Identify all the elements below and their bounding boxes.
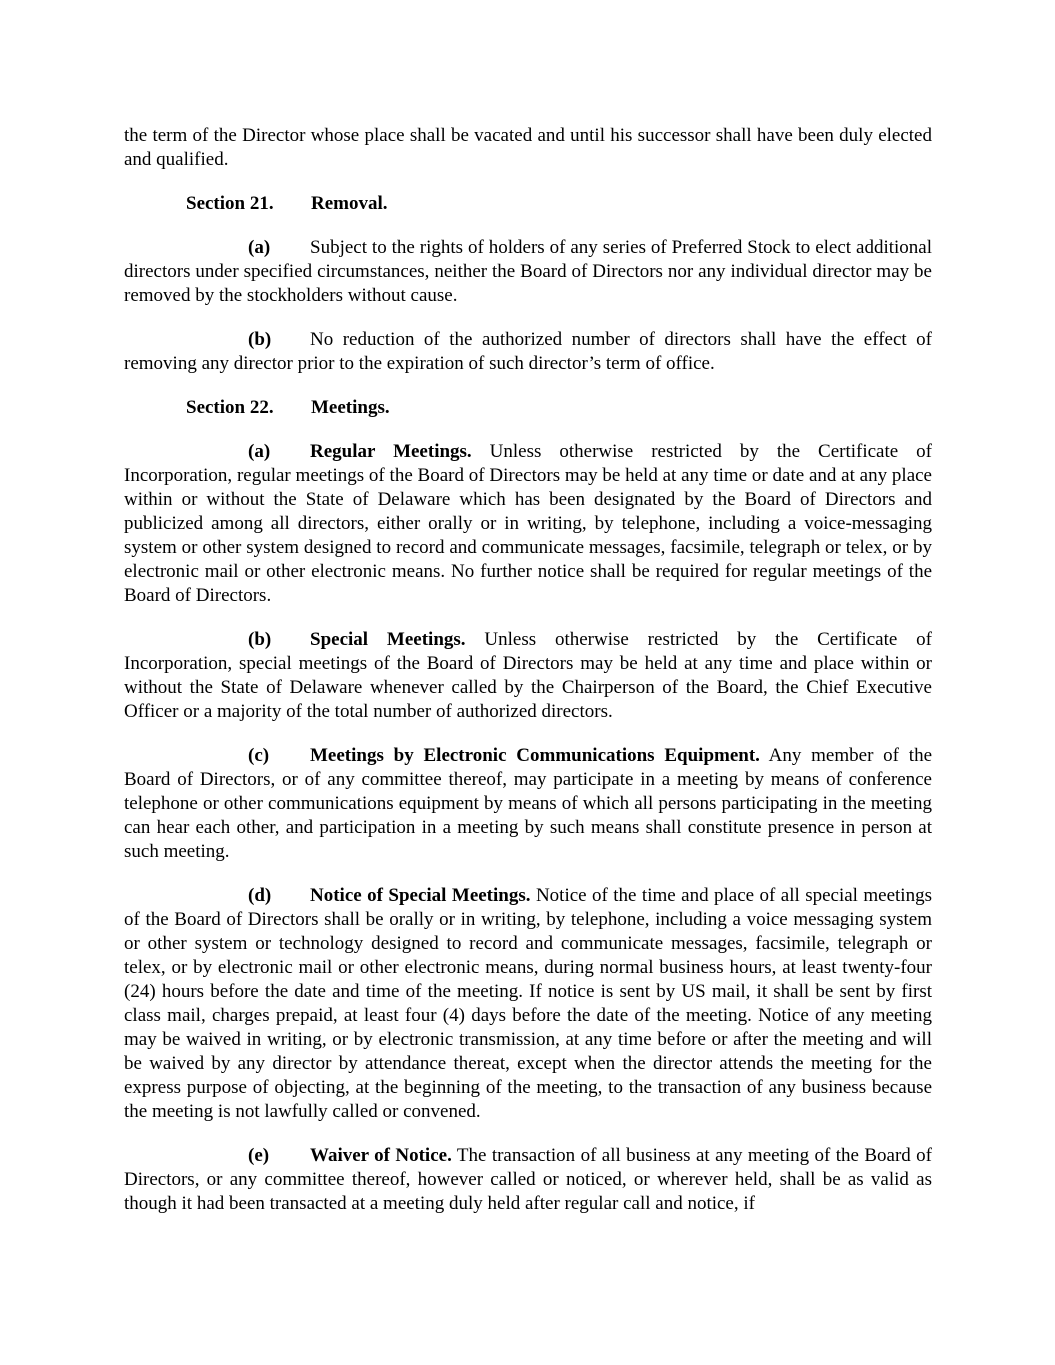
section-22-paragraph-a bbox=[124, 440, 932, 608]
section-22-title: Meetings. bbox=[311, 397, 390, 418]
section-21-paragraph-a bbox=[124, 236, 932, 308]
section-22-heading bbox=[186, 396, 932, 420]
paragraph-text: Notice of the time and place of all special meetings of the Board of Directors shall be orally or in writing, by telephone, including a voice messaging system or other system or technology designed to record and communicate messages, facsimile, telegraph or telex, or by electronic mail or other electronic means, during normal business hours, at least twenty-four (24) hours before the date and time of the meeting. If notice is sent by US mail, it shall be sent by first class mail, charges prepaid, at least four (4) days before the date of the meeting. Notice of any meeting may be waived in writing, or by electronic transmission, at any time before or after the meeting and will be waived by any director by attendance thereat, except when the director attends the meeting for the express purpose of objecting, at the beginning of the meeting, to the transaction of any business because the meeting is not lawfully called or convened. bbox=[124, 885, 932, 1122]
section-21-paragraph-b bbox=[124, 328, 932, 376]
paragraph-title: Meetings by Electronic Communications Equipment. bbox=[310, 745, 760, 766]
section-21-title: Removal. bbox=[311, 193, 388, 214]
paragraph-label: (d) bbox=[248, 885, 272, 906]
paragraph-text: No reduction of the authorized number of directors shall have the effect of removing any director prior to the expiration of such director’s term of office. bbox=[124, 329, 932, 374]
paragraph-label: (b) bbox=[248, 329, 272, 350]
paragraph-title: Waiver of Notice. bbox=[310, 1145, 452, 1166]
section-22-paragraph-d bbox=[124, 884, 932, 1124]
paragraph-label: (a) bbox=[248, 237, 271, 258]
paragraph-title: Notice of Special Meetings. bbox=[310, 885, 531, 906]
paragraph-text: Any member of the Board of Directors, or of any committee thereof, may participate in a meeting by means of conference telephone or other communications equipment by means of which all persons participating in the meeting can hear each other, and participation in a meeting by such means shall constitute presence in person at such meeting. bbox=[124, 745, 933, 862]
paragraph-text: Unless otherwise restricted by the Certificate of Incorporation, special meetings of the Board of Directors may be held at any time and place within or without the State of Delaware whenever called by the Chairperson of the Board, the Chief Executive Officer or a majority of the total number of authorized directors. bbox=[124, 629, 932, 722]
document-page bbox=[124, 124, 932, 1236]
paragraph-label: (b) bbox=[248, 629, 272, 650]
paragraph-label: (c) bbox=[248, 745, 270, 766]
section-21-heading bbox=[186, 192, 932, 216]
section-22-paragraph-b bbox=[124, 628, 932, 724]
section-22-paragraph-c bbox=[124, 744, 932, 864]
paragraph-title: Regular Meetings. bbox=[310, 441, 472, 462]
paragraph-text: Unless otherwise restricted by the Certificate of Incorporation, regular meetings of the Board of Directors may be held at any time or date and at any place within or without the State of Delaware which has been designated by the Board of Directors and publicized among all directors, either orally or in writing, by telephone, including a voice-messaging system or other system designed to record and communicate messages, facsimile, telegraph or telex, or by electronic mail or other electronic means. No further notice shall be required for regular meetings of the Board of Directors. bbox=[124, 441, 932, 606]
paragraph-title: Special Meetings. bbox=[310, 629, 466, 650]
section-22-number: Section 22. bbox=[186, 397, 274, 418]
paragraph-label: (a) bbox=[248, 441, 271, 462]
section-21-number: Section 21. bbox=[186, 193, 274, 214]
paragraph-label: (e) bbox=[248, 1145, 270, 1166]
section-22-paragraph-e bbox=[124, 1144, 932, 1216]
intro-paragraph: the term of the Director whose place shall be vacated and until his successor shall have been duly elected and qualified. bbox=[124, 125, 932, 170]
paragraph-text: The transaction of all business at any meeting of the Board of Directors, or any committee thereof, however called or noticed, or wherever held, shall be as valid as though it had been transacted at a meeting duly held after regular call and notice, if bbox=[124, 1145, 932, 1214]
paragraph-text: Subject to the rights of holders of any series of Preferred Stock to elect additional directors under specified circumstances, neither the Board of Directors nor any individual director may be removed by the stockholders without cause. bbox=[124, 237, 932, 306]
